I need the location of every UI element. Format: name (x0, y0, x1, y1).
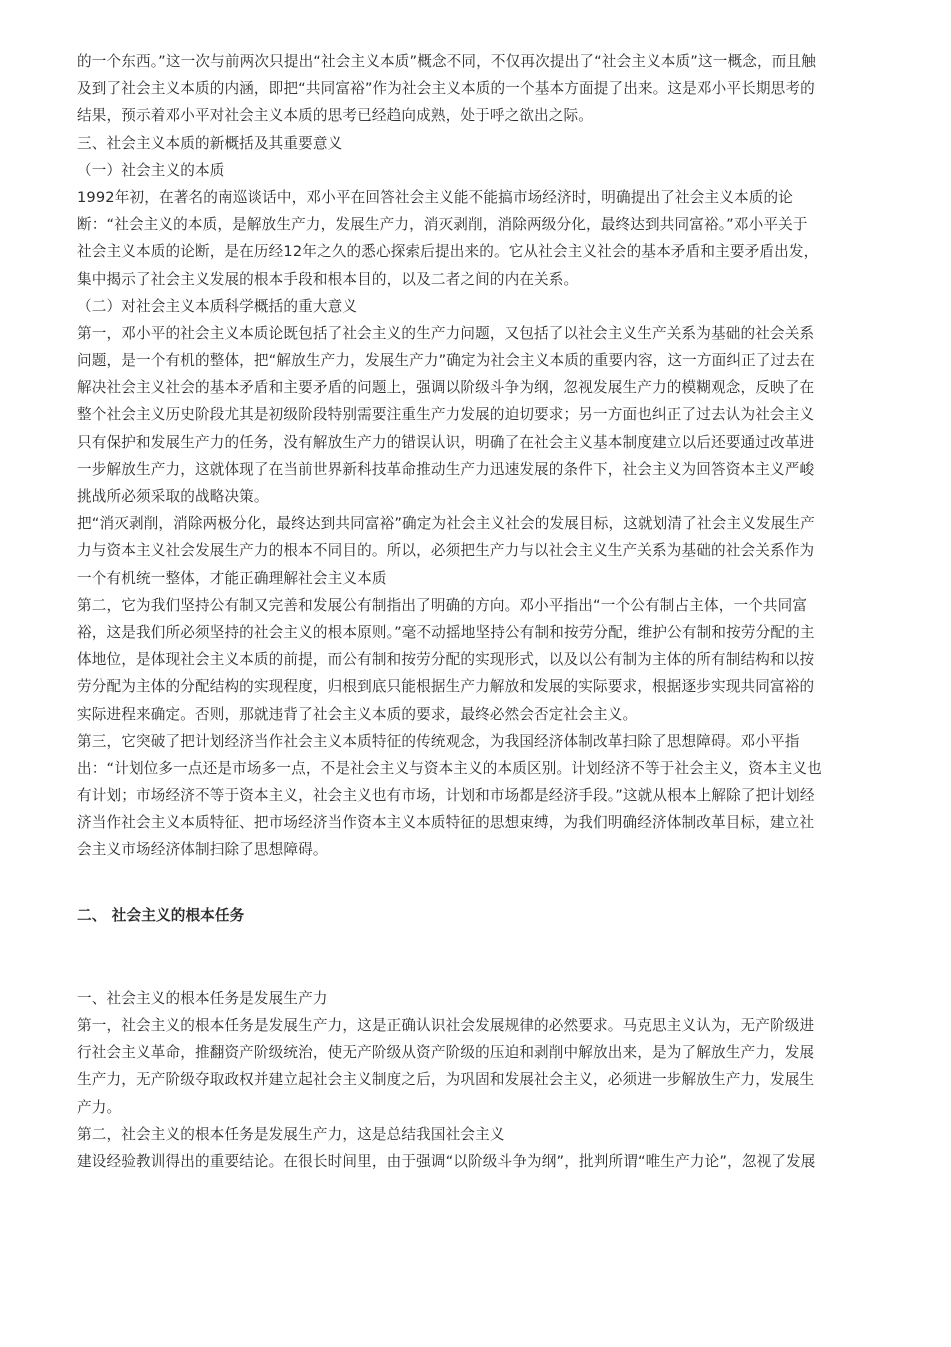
text-line: 第三，它突破了把计划经济当作社会主义本质特征的传统观念，为我国经济体制改革扫除了思想障碍。邓小平指 (77, 732, 800, 750)
text-line: 把“消灭剥削，消除两极分化，最终达到共同富裕”确定为社会主义社会的发展目标，这就划清了社会主义发展生产 (77, 515, 815, 533)
text-block-part2 (77, 985, 867, 1175)
text-line: 第二，社会主义的根本任务是发展生产力，这是总结我国社会主义 (77, 1125, 505, 1143)
text-line: 三、社会主义本质的新概括及其重要意义 (77, 134, 343, 152)
text-line: 裕，这是我们所必须坚持的社会主义的根本原则。”毫不动摇地坚持公有制和按劳分配，维护公有制和按劳分配的主 (77, 623, 815, 641)
text-line: 行社会主义革命，推翻资产阶级统治，使无产阶级从资产阶级的压迫和剥削中解放出来，是为了解放生产力，发展 (77, 1044, 815, 1062)
text-line: 第一，社会主义的根本任务是发展生产力，这是正确认识社会发展规律的必然要求。马克思主义认为，无产阶级进 (77, 1017, 815, 1034)
text-line: 有计划；市场经济不等于资本主义，社会主义也有市场，计划和市场都是经济手段。”这就从根本上解除了把计划经 (77, 787, 815, 805)
text-line: 一步解放生产力，这就体现了在当前世界新科技革命推动生产力迅速发展的条件下，社会主义为回答资本主义严峻 (77, 460, 815, 478)
text-line: （二）对社会主义本质科学概括的重大意义 (77, 297, 358, 315)
text-line: 解决社会主义社会的基本矛盾和主要矛盾的问题上，强调以阶级斗争为纲，忽视发展生产力的模糊观念，反映了在 (77, 379, 815, 397)
text-line: 及到了社会主义本质的内涵，即把“共同富裕”作为社会主义本质的一个基本方面提了出来。这是邓小平长期思考的 (77, 80, 815, 98)
text-line: 一、社会主义的根本任务是发展生产力 (77, 989, 328, 1007)
text-line: 社会主义本质的论断，是在历经12年之久的悉心探索后提出来的。它从社会主义社会的基本矛盾和主要矛盾出发， (77, 243, 819, 261)
text-line: 劳分配为主体的分配结构的实现程度，归根到底只能根据生产力解放和发展的实际要求，根据逐步实现共同富裕的 (77, 678, 815, 696)
text-line: 出：“计划位多一点还是市场多一点，不是社会主义与资本主义的本质区别。计划经济不等于社会主义，资本主义也 (77, 759, 822, 777)
text-line: 建设经验教训得出的重要结论。在很长时间里，由于强调“以阶级斗争为纲”，批判所谓“唯生产力论”，忽视了发展 (77, 1152, 816, 1170)
text-line: 挑战所必须采取的战略决策。 (77, 488, 269, 505)
document-page (77, 48, 867, 1175)
text-line: 生产力，无产阶级夺取政权并建立起社会主义制度之后，为巩固和发展社会主义，必须进一步解放生产力，发展生 (77, 1071, 815, 1089)
text-line: 问题，是一个有机的整体，把“解放生产力，发展生产力”确定为社会主义本质的重要内容，这一方面纠正了过去在 (77, 352, 815, 370)
text-line: 产力。 (77, 1098, 122, 1116)
spacer (77, 864, 867, 902)
text-line: 结果，预示着邓小平对社会主义本质的思考已经趋向成熟，处于呼之欲出之际。 (77, 107, 594, 125)
spacer (77, 929, 867, 985)
text-line: 只有保护和发展生产力的任务，没有解放生产力的错误认识，明确了在社会主义基本制度建立以后还要通过改革进 (77, 433, 815, 451)
text-line: 断：“社会主义的本质，是解放生产力，发展生产力，消灭剥削，消除两级分化，最终达到共同富裕。”邓小平关于 (77, 216, 808, 234)
text-block-part1 (77, 48, 867, 864)
text-line: （一）社会主义的本质 (77, 161, 225, 179)
section-heading: 二、 社会主义的根本任务 (77, 906, 245, 924)
text-line: 力与资本主义社会发展生产力的根本不同目的。所以，必须把生产力与以社会主义生产关系为基础的社会关系作为 (77, 542, 815, 560)
text-line: 第二，它为我们坚持公有制又完善和发展公有制指出了明确的方向。邓小平指出“一个公有制占主体，一个共同富 (77, 596, 808, 614)
text-line: 集中揭示了社会主义发展的根本手段和根本目的，以及二者之间的内在关系。 (77, 270, 579, 288)
text-line: 整个社会主义历史阶段尤其是初级阶段特别需要注重生产力发展的迫切要求；另一方面也纠正了过去认为社会主义 (77, 406, 815, 424)
text-line: 的一个东西。”这一次与前两次只提出“社会主义本质”概念不同，不仅再次提出了“社会主义本质”这一概念，而且触 (77, 53, 816, 70)
text-line: 会主义市场经济体制扫除了思想障碍。 (77, 841, 328, 859)
text-line: 济当作社会主义本质特征、把市场经济当作资本主义本质特征的思想束缚，为我们明确经济体制改革目标，建立社 (77, 814, 815, 832)
text-line: 体地位，是体现社会主义本质的前提，而公有制和按劳分配的实现形式，以及以公有制为主体的所有制结构和以按 (77, 651, 815, 669)
text-line: 第一，邓小平的社会主义本质论既包括了社会主义的生产力问题，又包括了以社会主义生产关系为基础的社会关系 (77, 324, 815, 342)
text-line: 1992年初，在著名的南巡谈话中，邓小平在回答社会主义能不能搞市场经济时，明确提出了社会主义本质的论 (77, 188, 793, 206)
text-line: 实际进程来确定。否则，那就违背了社会主义本质的要求，最终必然会否定社会主义。 (77, 705, 638, 723)
text-line: 一个有机统一整体，才能正确理解社会主义本质 (77, 569, 387, 587)
